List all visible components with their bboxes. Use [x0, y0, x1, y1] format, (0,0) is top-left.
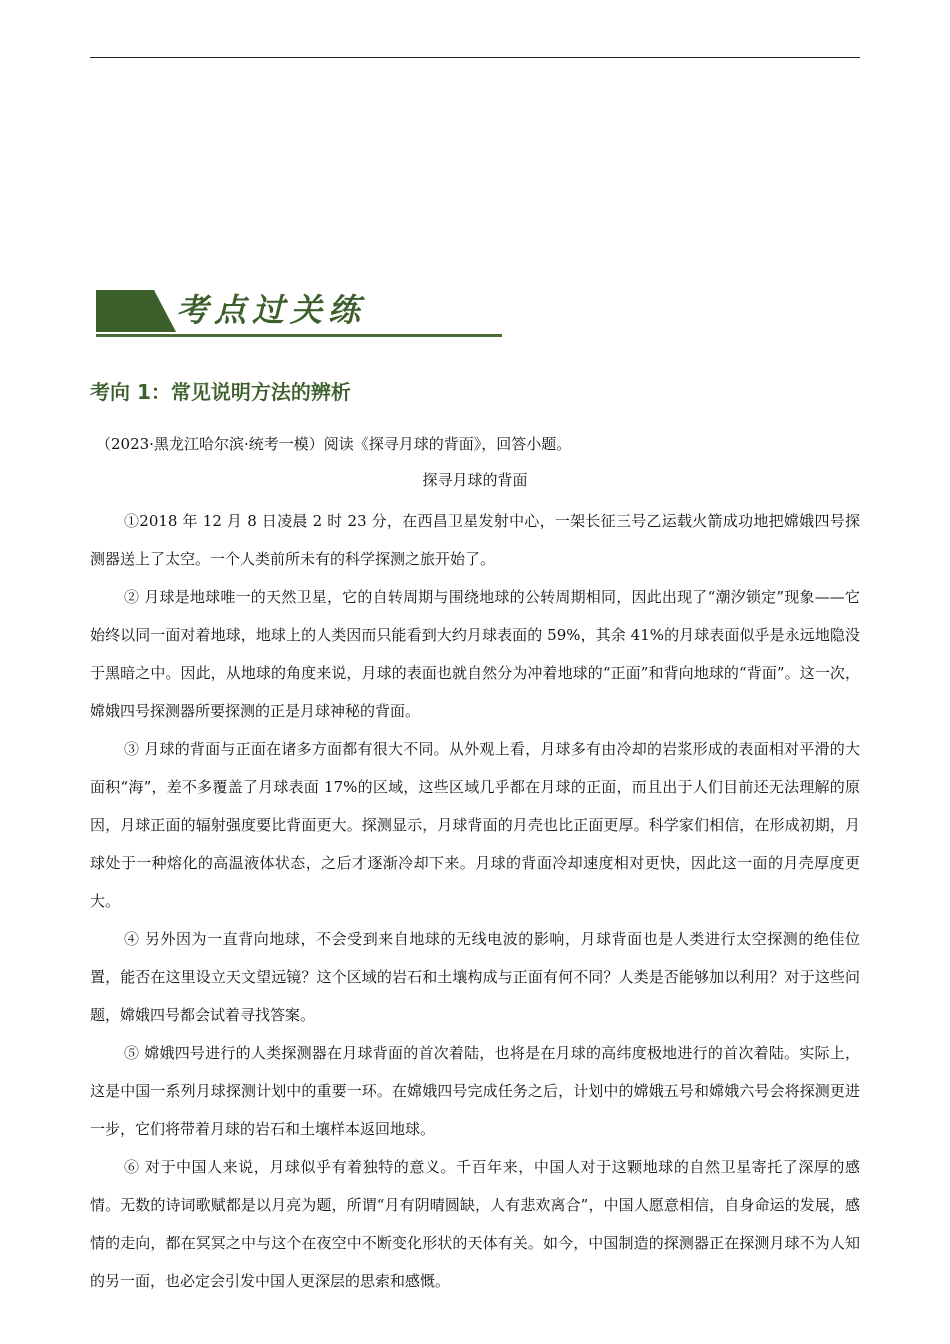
section-heading: 考向 1：常见说明方法的辨析: [90, 380, 351, 404]
article-body: [90, 502, 860, 1300]
article-title: 探寻月球的背面: [422, 471, 528, 489]
paragraph-2: ② 月球是地球唯一的天然卫星，它的自转周期与围绕地球的公转周期相同，因此出现了“潮汐锁定”现象——它始终以同一面对着地球，地球上的人类因而只能看到大约月球表面的 59%，其余 41%的月球表面似乎是永远地隐没于黑暗之中。因此，从地球的角度来说，月球的表面也就自然分为冲着地球的“正面”和背向地球的“背面”。这一次，嫦娥四号探测器所要探测的正是月球神秘的背面。: [90, 588, 860, 720]
paragraph-6: ⑥ 对于中国人来说，月球似乎有着独特的意义。千百年来，中国人对于这颗地球的自然卫星寄托了深厚的感情。无数的诗词歌赋都是以月亮为题，所谓“月有阴晴圆缺，人有悲欢离合”，中国人愿意相信，自身命运的发展，感情的走向，都在冥冥之中与这个在夜空中不断变化形状的天体有关。如今，中国制造的探测器正在探测月球不为人知的另一面，也必定会引发中国人更深层的思索和感慨。: [90, 1158, 860, 1290]
header-rule: [90, 57, 860, 58]
banner-block-icon: [96, 290, 176, 332]
paragraph-3: ③ 月球的背面与正面在诸多方面都有很大不同。从外观上看，月球多有由冷却的岩浆形成的表面相对平滑的大面积“海”，差不多覆盖了月球表面 17%的区域，这些区域几乎都在月球的正面，而且出于人们目前还无法理解的原因，月球正面的辐射强度要比背面更大。探测显示，月球背面的月壳也比正面更厚。科学家们相信，在形成初期，月球处于一种熔化的高温液体状态，之后才逐渐冷却下来。月球的背面冷却速度相对更快，因此这一面的月壳厚度更大。: [90, 740, 860, 910]
banner-title: 考点过关练: [176, 291, 367, 329]
section-banner: [96, 290, 506, 340]
question-intro: （2023·黑龙江哈尔滨·统考一模）阅读《探寻月球的背面》，回答小题。: [96, 435, 572, 453]
paragraph-5: ⑤ 嫦娥四号进行的人类探测器在月球背面的首次着陆，也将是在月球的高纬度极地进行的首次着陆。实际上，这是中国一系列月球探测计划中的重要一环。在嫦娥四号完成任务之后，计划中的嫦娥五号和嫦娥六号会将探测更进一步，它们将带着月球的岩石和土壤样本返回地球。: [90, 1044, 860, 1138]
paragraph-4: ④ 另外因为一直背向地球，不会受到来自地球的无线电波的影响，月球背面也是人类进行太空探测的绝佳位置，能否在这里设立天文望远镜？这个区域的岩石和土壤构成与正面有何不同？人类是否能够加以利用？对于这些问题，嫦娥四号都会试着寻找答案。: [90, 930, 860, 1024]
banner-underline: [96, 334, 502, 337]
paragraph-1: ①2018 年 12 月 8 日凌晨 2 时 23 分，在西昌卫星发射中心，一架长征三号乙运载火箭成功地把嫦娥四号探测器送上了太空。一个人类前所未有的科学探测之旅开始了。: [90, 512, 860, 568]
